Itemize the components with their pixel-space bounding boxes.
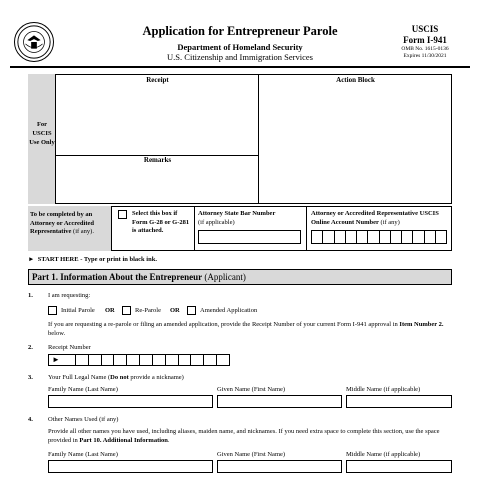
online-account-label xyxy=(311,210,451,227)
part1-title xyxy=(32,272,246,282)
q1-number: 1. xyxy=(28,292,33,299)
middle-name-label: Middle Name (if applicable) xyxy=(346,386,421,393)
middle-name-input[interactable] xyxy=(346,395,452,408)
re-parole-label: Re-Parole xyxy=(135,307,161,314)
given-name-input[interactable] xyxy=(217,395,342,408)
given-name-label: Given Name (First Name) xyxy=(217,386,286,393)
start-here-instruction xyxy=(28,256,157,263)
q2-number: 2. xyxy=(28,344,33,351)
attorney-label xyxy=(30,211,112,237)
online-account-sublabel: (if any) xyxy=(378,218,400,226)
header-divider xyxy=(10,66,470,68)
other-middle-name-label: Middle Name (if applicable) xyxy=(346,451,421,458)
receipt-number-input[interactable] xyxy=(48,354,230,366)
online-account-label-bold: Attorney or Accredited Representative USCIS Online Account Number xyxy=(311,210,439,226)
start-here-text: START HERE - Type or print in black ink. xyxy=(37,256,157,263)
part1-title-rest: (Applicant) xyxy=(202,272,246,282)
receipt-heading: Receipt xyxy=(146,76,169,84)
q4-note xyxy=(48,428,448,445)
q4-label: Other Names Used (if any) xyxy=(48,416,119,423)
attorney-divider-1 xyxy=(194,206,195,251)
form-id xyxy=(380,24,470,46)
other-family-name-label: Family Name (Last Name) xyxy=(48,451,118,458)
bar-number-label-bold: Attorney State Bar Number xyxy=(198,210,276,217)
bar-number-sublabel: (if applicable) xyxy=(198,218,235,226)
bar-number-label xyxy=(198,210,304,227)
arrow-right-icon: ► xyxy=(52,355,60,364)
or-label-1: OR xyxy=(105,307,115,314)
family-name-label: Family Name (Last Name) xyxy=(48,386,118,393)
action-block-heading: Action Block xyxy=(336,76,375,84)
initial-parole-label: Initial Parole xyxy=(61,307,95,314)
q1-note xyxy=(48,321,448,338)
agency-name: U.S. Citizenship and Immigration Services xyxy=(167,52,313,62)
uscis-use-label: For USCIS Use Only xyxy=(29,121,55,146)
attorney-label-rest: (if any). xyxy=(71,228,94,235)
department-name: Department of Homeland Security xyxy=(177,42,303,52)
other-family-name-input[interactable] xyxy=(48,460,213,473)
attorney-divider-2 xyxy=(306,206,307,251)
omb-number: OMB No. 1615-0136 xyxy=(401,46,449,52)
q3-label-bold: Do not xyxy=(110,374,129,381)
q3-number: 3. xyxy=(28,374,33,381)
initial-parole-checkbox[interactable] xyxy=(48,306,57,315)
family-name-input[interactable] xyxy=(48,395,213,408)
q1-note-end: below. xyxy=(48,329,66,337)
re-parole-checkbox[interactable] xyxy=(122,306,131,315)
q4-note-bold: Part 10. Additional Information xyxy=(79,436,168,444)
other-given-name-input[interactable] xyxy=(217,460,342,473)
q1-note-bold: Item Number 2. xyxy=(399,321,444,328)
q2-label: Receipt Number xyxy=(48,344,91,351)
q3-label xyxy=(48,374,184,381)
g28-checkbox[interactable] xyxy=(118,210,127,219)
q4-note-text: Provide all other names you have used, including aliases, maiden name, and nicknames. If you need extra space to complete this section, use the space provided in xyxy=(48,428,440,444)
amended-application-checkbox[interactable] xyxy=(187,306,196,315)
action-divider xyxy=(258,74,259,204)
amended-application-label: Amended Application xyxy=(200,307,258,314)
or-label-2: OR xyxy=(170,307,180,314)
bar-number-input[interactable] xyxy=(198,230,301,244)
online-account-input[interactable] xyxy=(311,230,447,244)
q3-label-end: provide a nickname) xyxy=(128,374,184,381)
q1-label: I am requesting: xyxy=(48,292,91,299)
expiration-date: Expires 11/30/2021 xyxy=(403,53,447,59)
attorney-label-bold: To be completed by an Attorney or Accredited Representative xyxy=(30,211,95,235)
q4-note-end: . xyxy=(167,436,170,444)
other-given-name-label: Given Name (First Name) xyxy=(217,451,286,458)
q3-label-text: Your Full Legal Name ( xyxy=(48,374,111,381)
q4-number: 4. xyxy=(28,416,33,423)
omb-info xyxy=(380,46,470,60)
uscis-use-block xyxy=(28,74,452,204)
uscis-label: USCIS xyxy=(411,24,439,34)
g28-label: Select this box if Form G-28 or G-281 is attached. xyxy=(132,210,190,234)
dhs-seal-logo xyxy=(14,22,54,62)
part1-title-bold: Part 1. Information About the Entrepreneur xyxy=(32,272,203,282)
other-middle-name-input[interactable] xyxy=(346,460,452,473)
q1-note-text: If you are requesting a re-parole or filing an amended application, provide the Receipt Number of your current Form I-941 approval in xyxy=(48,321,398,328)
form-title: Application for Entrepreneur Parole xyxy=(142,24,338,38)
remarks-heading: Remarks xyxy=(143,156,172,164)
form-number: Form I-941 xyxy=(403,35,447,45)
arrow-right-icon: ► xyxy=(28,256,35,263)
